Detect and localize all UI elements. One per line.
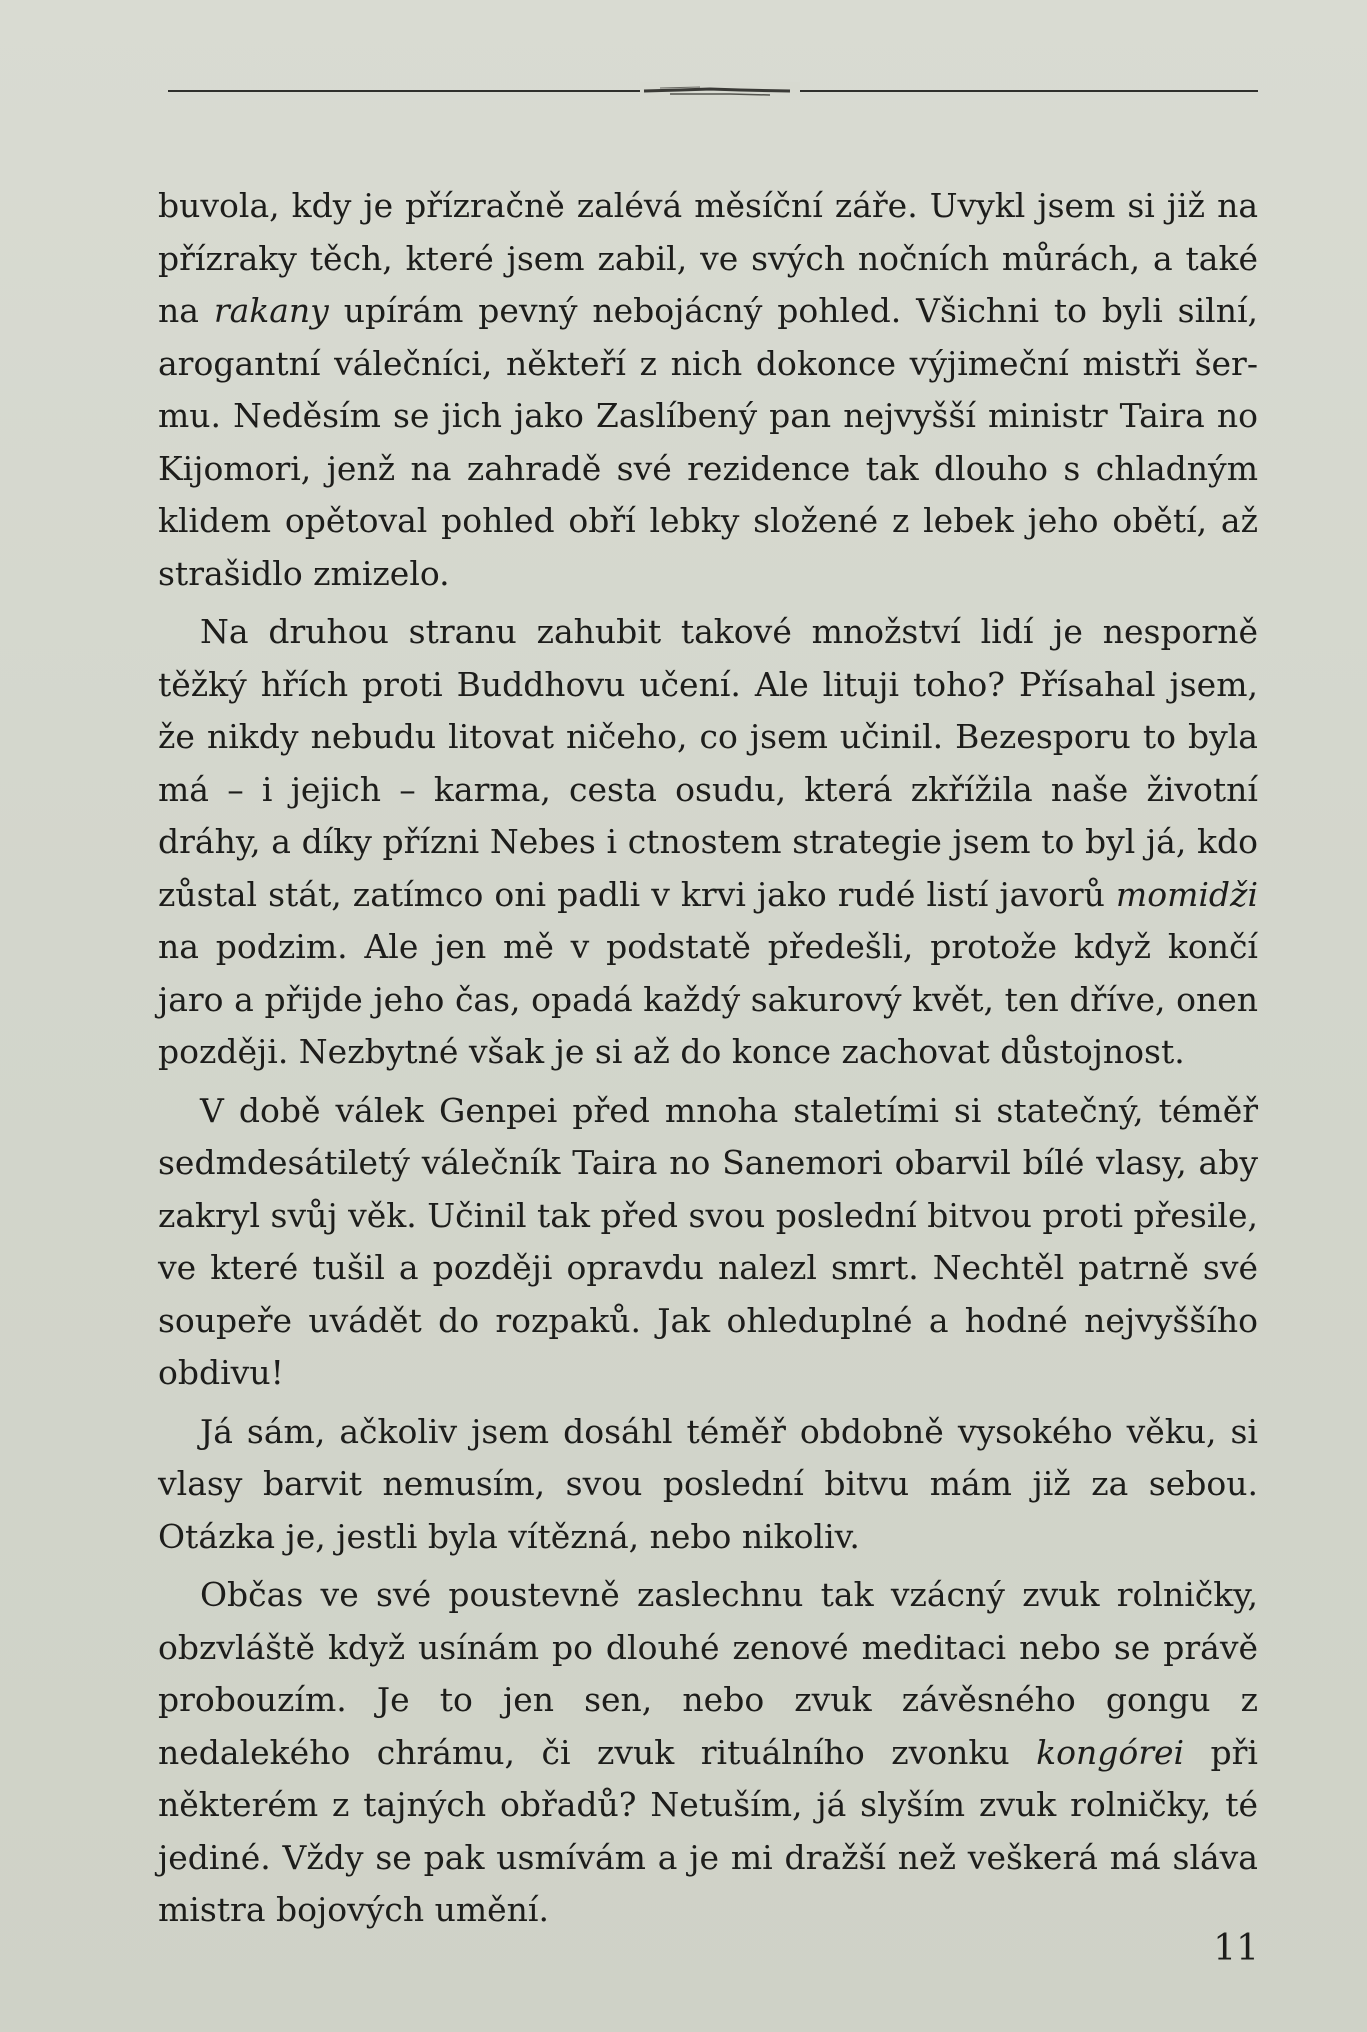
italic-term: momidži: [1115, 874, 1258, 914]
paragraph: [158, 606, 1258, 1079]
paragraph: [158, 1406, 1258, 1564]
text-run: na podzim. Ale jen mě v podstatě předešli, protože když končí jaro a přijde jeho čas, opadá každý sakurový květ, ten dříve, onen později. Nezbytné však je si až do konce zachovat důstojnost.: [158, 927, 1258, 1071]
paragraph: [158, 1085, 1258, 1400]
page-number: 11: [1213, 1928, 1259, 1969]
text-run: upírám pevný nebojácný pohled. Všichni to byli silní, arogantní válečníci, někteří z nich dokonce výjimeční mistři šermu. Neděsím se jich jako Zaslíbený pan nejvyšší ministr Taira no Kijomori, jenž na zahradě své rezidence tak dlouho s chladným klidem opětoval pohled obří lebky složené z lebek jeho obětí, až strašidlo zmizelo.: [158, 291, 1258, 593]
text-run: Já sám, ačkoliv jsem dosáhl téměř obdobně vysokého věku, si vlasy barvit nemusím, svou poslední bitvu mám již za sebou. Otázka je, jestli byla vítězná, nebo nikoliv.: [158, 1411, 1258, 1556]
body-text: [158, 180, 1258, 1943]
text-run: při některém z tajných obřadů? Netuším, já slyším zvuk rolničky, té jediné. Vždy se pak usmívám a je mi dražší než veškerá má sláva mistra bojových umění.: [158, 1732, 1258, 1929]
text-run: buvola, kdy je přízračně zalévá měsíční záře. Uvykl jsem si již na přízraky těch, které jsem zabil, ve svých nočních můrách, a také na: [158, 186, 1258, 330]
italic-term: rakany: [213, 291, 329, 330]
text-run: Na druhou stranu zahubit takové množství lidí je nesporně těžký hřích proti Buddhovu učení. Ale lituji toho? Přísahal jsem, že nikdy nebudu litovat ničeho, co jsem učinil. Bezesporu to byla má – i jejich – karma, cesta osudu, která zkřížila naše životní dráhy, a díky přízni Nebes i ctnostem strategie jsem to byl já, kdo zůstal stát, zatímco oni padli v krvi jako rudé listí javorů: [158, 612, 1258, 914]
header-ornament-icon: [640, 82, 800, 100]
paragraph: [158, 180, 1258, 600]
paragraph: [158, 1569, 1258, 1937]
text-run: V době válek Genpei před mnoha staletími si statečný, téměř sedmdesátiletý válečník Taira no Sanemori obarvil bílé vlasy, aby zakryl svůj věk. Učinil tak před svou poslední bitvou proti přesile, ve které tušil a později opravdu nalezl smrt. Nechtěl patrně své soupeře uvádět do rozpaků. Jak ohleduplné a hodné nejvyššího obdivu!: [158, 1090, 1258, 1392]
italic-term: kongórei: [1036, 1732, 1185, 1772]
text-run: Občas ve své poustevně zaslechnu tak vzácný zvuk rolničky, obzvláště když usínám po dlouhé zenové meditaci nebo se právě probouzím. Je to jen sen, nebo zvuk závěsného gongu z nedalekého chrámu, či zvuk rituálního zvonku: [158, 1575, 1258, 1772]
